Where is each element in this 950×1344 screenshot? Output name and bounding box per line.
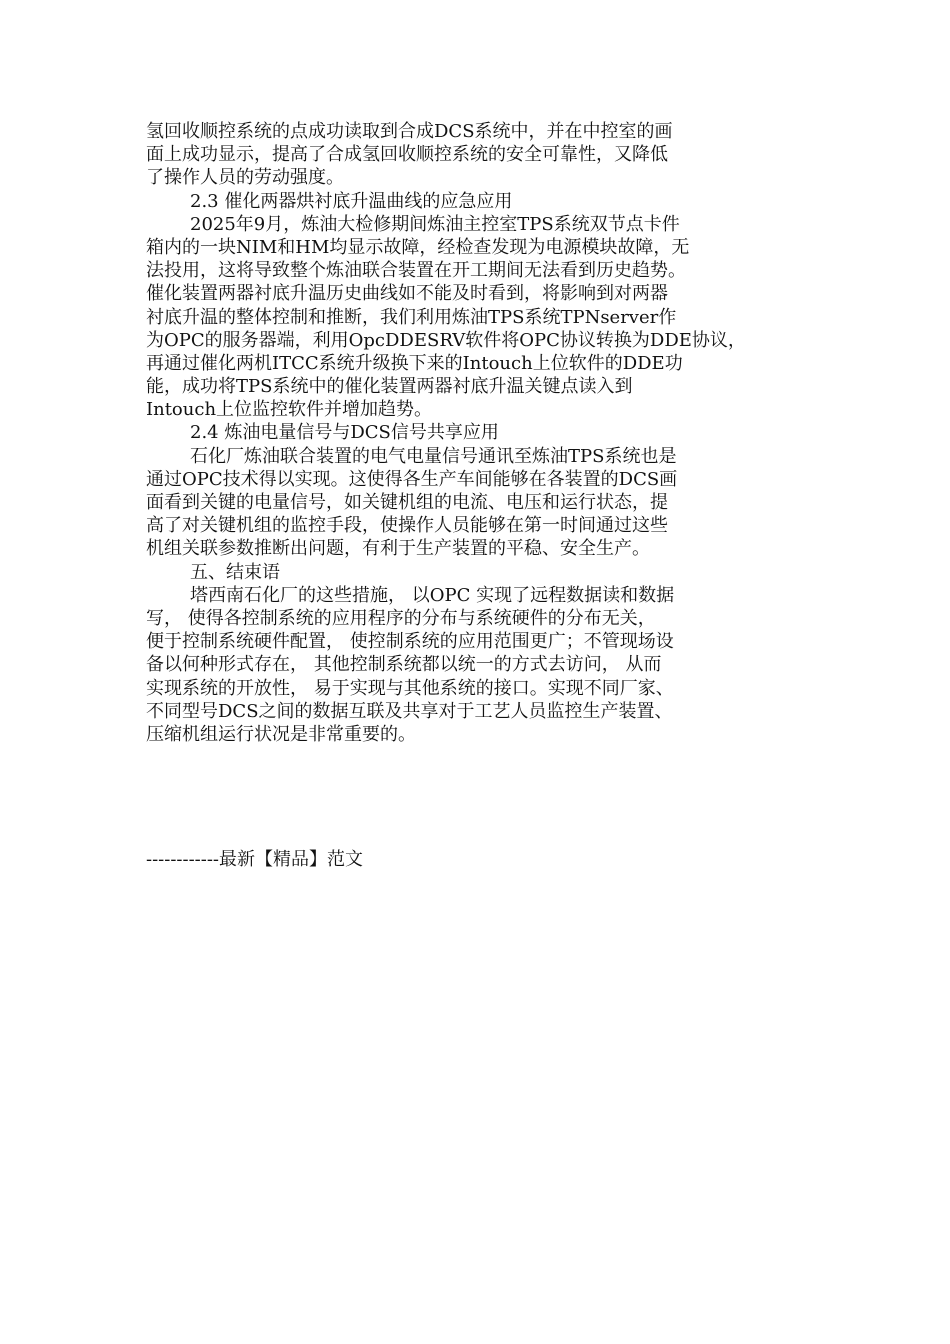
body-line: 不同型号DCS之间的数据互联及共享对于工艺人员监控生产装置、: [146, 700, 673, 722]
body-line: 箱内的一块NIM和HM均显示故障，经检查发现为电源模块故障，无: [146, 236, 690, 258]
body-line: 压缩机组运行状况是非常重要的。: [146, 723, 416, 745]
body-line: 再通过催化两机ITCC系统升级换下来的Intouch上位软件的DDE功: [146, 352, 683, 374]
section-heading-conclusion: 五、结束语: [190, 561, 280, 583]
body-line: 催化装置两器衬底升温历史曲线如不能及时看到，将影响到对两器: [146, 283, 668, 305]
section-heading-2-4: 2.4 炼油电量信号与DCS信号共享应用: [190, 422, 499, 444]
body-line: 法投用，这将导致整个炼油联合装置在开工期间无法看到历史趋势。: [146, 260, 686, 282]
body-line: 便于控制系统硬件配置， 使控制系统的应用范围更广；不管现场设: [146, 631, 674, 653]
body-line: 写， 使得各控制系统的应用程序的分布与系统硬件的分布无关，: [146, 607, 656, 629]
body-line: 为OPC的服务器端，利用OpcDDESRV软件将OPC协议转换为DDE协议，: [146, 329, 746, 351]
body-line: 面上成功显示，提高了合成氢回收顺控系统的安全可靠性，又降低: [146, 144, 668, 166]
body-line: 高了对关键机组的监控手段，使操作人员能够在第一时间通过这些: [146, 515, 668, 537]
body-line: 机组关联参数推断出问题，有利于生产装置的平稳、安全生产。: [146, 538, 650, 560]
body-line: 石化厂炼油联合装置的电气电量信号通讯至炼油TPS系统也是: [190, 445, 677, 467]
body-line: Intouch上位监控软件并增加趋势。: [146, 399, 433, 421]
body-line: 2025年9月，炼油大检修期间炼油主控室TPS系统双节点卡件: [190, 213, 680, 235]
body-line: 实现系统的开放性， 易于实现与其他系统的接口。实现不同厂家、: [146, 677, 674, 699]
document-footer: ------------最新【精品】范文: [146, 849, 363, 870]
body-line: 备以何种形式存在， 其他控制系统都以统一的方式去访问， 从而: [146, 654, 662, 676]
body-line: 面看到关键的电量信号，如关键机组的电流、电压和运行状态，提: [146, 492, 668, 513]
body-line: 了操作人员的劳动强度。: [146, 167, 344, 189]
body-line: 能，成功将TPS系统中的催化装置两器衬底升温关键点读入到: [146, 376, 633, 398]
section-heading-2-3: 2.3 催化两器烘衬底升温曲线的应急应用: [190, 190, 513, 212]
body-line: 通过OPC技术得以实现。这使得各生产车间能够在各装置的DCS画: [146, 468, 678, 490]
body-line: 衬底升温的整体控制和推断，我们利用炼油TPS系统TPNserver作: [146, 306, 677, 328]
document-body: [146, 120, 826, 746]
body-line: 氢回收顺控系统的点成功读取到合成DCS系统中，并在中控室的画: [146, 121, 673, 142]
body-line: 塔西南石化厂的这些措施， 以OPC 实现了远程数据读和数据: [190, 584, 675, 606]
